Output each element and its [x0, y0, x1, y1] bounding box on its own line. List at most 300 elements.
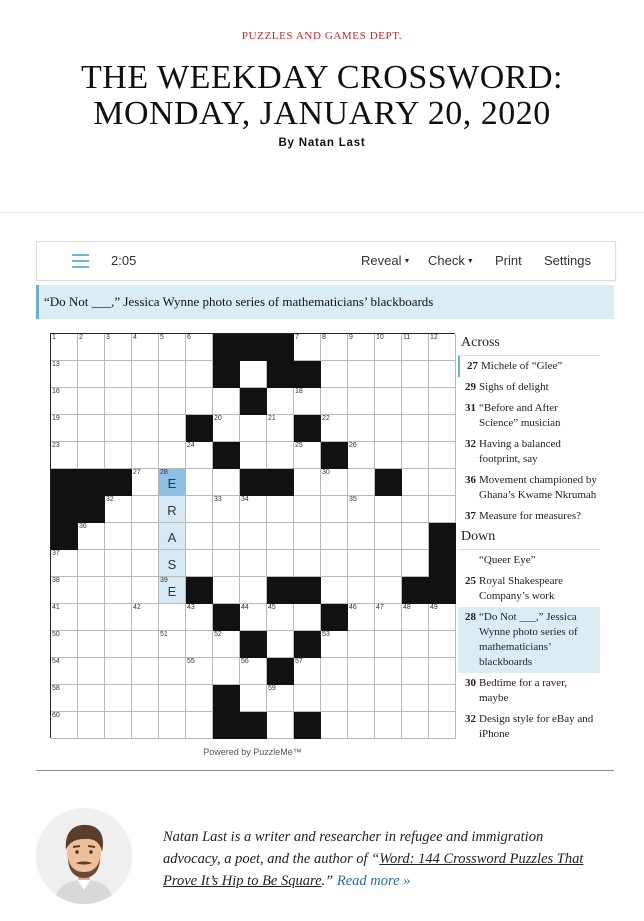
- grid-cell[interactable]: [321, 496, 348, 523]
- grid-cell[interactable]: [375, 496, 402, 523]
- grid-cell[interactable]: [78, 388, 105, 415]
- grid-cell[interactable]: [105, 388, 132, 415]
- grid-cell[interactable]: [240, 442, 267, 469]
- settings-button[interactable]: Settings: [544, 253, 591, 268]
- grid-cell[interactable]: [348, 388, 375, 415]
- clue-number: 30: [465, 677, 476, 689]
- grid-cell[interactable]: [105, 658, 132, 685]
- cell-number: 16: [52, 388, 60, 395]
- clue-number: 27: [467, 360, 478, 372]
- grid-cell[interactable]: [51, 361, 78, 388]
- cell-letter: E: [167, 584, 177, 599]
- cell-number: 55: [187, 658, 195, 665]
- grid-cell[interactable]: [402, 658, 429, 685]
- grid-cell[interactable]: [78, 415, 105, 442]
- grid-cell[interactable]: [132, 388, 159, 415]
- grid-cell[interactable]: [51, 334, 78, 361]
- grid-block: [240, 334, 267, 361]
- print-button[interactable]: Print: [495, 253, 522, 268]
- grid-cell[interactable]: [267, 712, 294, 739]
- cell-number: 50: [52, 631, 60, 638]
- cell-number: 20: [214, 415, 222, 422]
- grid-cell[interactable]: [51, 442, 78, 469]
- menu-icon[interactable]: [72, 254, 89, 268]
- cell-number: 27: [133, 469, 141, 476]
- grid-block: [294, 712, 321, 739]
- cell-number: 2: [79, 334, 83, 341]
- clue-number: 25: [465, 575, 476, 587]
- grid-block: [321, 442, 348, 469]
- grid-cell[interactable]: [429, 388, 456, 415]
- cell-number: 34: [241, 496, 249, 503]
- grid-cell[interactable]: [294, 469, 321, 496]
- grid-cell[interactable]: [159, 631, 186, 658]
- grid-cell[interactable]: [348, 550, 375, 577]
- grid-cell[interactable]: [267, 631, 294, 658]
- grid-cell[interactable]: [375, 577, 402, 604]
- grid-block: [186, 415, 213, 442]
- grid-cell[interactable]: [186, 550, 213, 577]
- grid-block: [51, 523, 78, 550]
- grid-cell[interactable]: [240, 415, 267, 442]
- grid-cell[interactable]: [321, 712, 348, 739]
- check-label: Check: [428, 253, 465, 268]
- grid-cell[interactable]: [375, 334, 402, 361]
- grid-block: [294, 415, 321, 442]
- grid-block: [213, 442, 240, 469]
- grid-cell[interactable]: [375, 361, 402, 388]
- grid-cell[interactable]: [267, 388, 294, 415]
- grid-block: [213, 334, 240, 361]
- across-heading: Across: [458, 333, 600, 356]
- grid-cell[interactable]: [132, 577, 159, 604]
- cell-number: 8: [322, 334, 326, 341]
- grid-cell[interactable]: [294, 496, 321, 523]
- grid-cell[interactable]: [186, 712, 213, 739]
- grid-cell[interactable]: [375, 388, 402, 415]
- grid-cell[interactable]: [375, 658, 402, 685]
- cell-number: 45: [268, 604, 276, 611]
- grid-cell[interactable]: [267, 523, 294, 550]
- grid-cell[interactable]: [429, 361, 456, 388]
- grid-cell[interactable]: [375, 550, 402, 577]
- grid-cell[interactable]: [213, 631, 240, 658]
- grid-cell[interactable]: [105, 631, 132, 658]
- grid-cell[interactable]: [294, 685, 321, 712]
- grid-cell[interactable]: [294, 523, 321, 550]
- grid-cell[interactable]: [159, 469, 186, 496]
- grid-cell[interactable]: [186, 388, 213, 415]
- grid-cell[interactable]: [213, 550, 240, 577]
- grid-cell[interactable]: [348, 415, 375, 442]
- grid-cell[interactable]: [294, 658, 321, 685]
- grid-cell[interactable]: [402, 604, 429, 631]
- grid-cell[interactable]: [240, 496, 267, 523]
- grid-cell[interactable]: [429, 685, 456, 712]
- grid-cell[interactable]: [51, 631, 78, 658]
- grid-cell[interactable]: [105, 496, 132, 523]
- grid-cell[interactable]: [132, 523, 159, 550]
- clue-number: 29: [465, 381, 476, 393]
- grid-cell[interactable]: [132, 631, 159, 658]
- grid-cell[interactable]: [132, 442, 159, 469]
- grid-cell[interactable]: [429, 334, 456, 361]
- grid-cell[interactable]: [132, 685, 159, 712]
- cell-number: 36: [79, 523, 87, 530]
- cell-number: 19: [52, 415, 60, 422]
- grid-cell[interactable]: [51, 604, 78, 631]
- grid-cell[interactable]: [402, 469, 429, 496]
- clue-item[interactable]: [458, 356, 600, 377]
- grid-cell[interactable]: [186, 631, 213, 658]
- clue-item[interactable]: [458, 571, 600, 607]
- cell-number: 39: [160, 577, 168, 584]
- title-line-2: MONDAY, JANUARY 20, 2020: [93, 95, 551, 132]
- grid-cell[interactable]: [321, 631, 348, 658]
- grid-cell[interactable]: [321, 658, 348, 685]
- grid-cell[interactable]: [267, 604, 294, 631]
- grid-cell[interactable]: [51, 685, 78, 712]
- grid-cell[interactable]: [78, 577, 105, 604]
- grid-cell[interactable]: [429, 658, 456, 685]
- grid-cell[interactable]: [78, 604, 105, 631]
- grid-cell[interactable]: [348, 523, 375, 550]
- grid-cell[interactable]: [159, 658, 186, 685]
- grid-cell[interactable]: [159, 604, 186, 631]
- grid-cell[interactable]: [186, 658, 213, 685]
- grid-cell[interactable]: [375, 712, 402, 739]
- cell-number: 33: [214, 496, 222, 503]
- grid-cell[interactable]: [78, 712, 105, 739]
- cell-number: 3: [106, 334, 110, 341]
- clue-item[interactable]: [458, 607, 600, 673]
- clue-text: “Before and After Science” musician: [479, 402, 561, 429]
- cell-number: 26: [349, 442, 357, 449]
- clue-item[interactable]: [458, 673, 600, 709]
- grid-cell[interactable]: [186, 361, 213, 388]
- across-clues: [458, 356, 600, 527]
- grid-cell[interactable]: [240, 604, 267, 631]
- powered-by[interactable]: Powered by PuzzleMe™: [203, 747, 302, 757]
- down-clues: [458, 571, 600, 745]
- grid-cell[interactable]: [213, 496, 240, 523]
- grid-cell[interactable]: [267, 685, 294, 712]
- grid-cell[interactable]: [105, 577, 132, 604]
- grid-cell[interactable]: [186, 523, 213, 550]
- grid-cell[interactable]: [78, 658, 105, 685]
- grid-block: [213, 604, 240, 631]
- grid-cell[interactable]: [294, 550, 321, 577]
- grid-cell[interactable]: [321, 415, 348, 442]
- cell-number: 42: [133, 604, 141, 611]
- book-link[interactable]: Word: 144 Crossword Puzzles That Prove It’s Hip to Be Square: [163, 851, 584, 889]
- cell-number: 52: [214, 631, 222, 638]
- grid-cell[interactable]: [51, 577, 78, 604]
- grid-cell[interactable]: [267, 415, 294, 442]
- grid-cell[interactable]: [402, 361, 429, 388]
- grid-cell[interactable]: [159, 496, 186, 523]
- clue-item[interactable]: [458, 506, 600, 527]
- grid-cell[interactable]: [348, 631, 375, 658]
- cell-number: 13: [52, 361, 60, 368]
- grid-cell[interactable]: [429, 415, 456, 442]
- grid-block: [213, 361, 240, 388]
- grid-cell[interactable]: [402, 523, 429, 550]
- grid-cell[interactable]: [321, 523, 348, 550]
- grid-cell[interactable]: [186, 469, 213, 496]
- grid-block: [429, 577, 456, 604]
- cell-number: 46: [349, 604, 357, 611]
- grid-cell[interactable]: [375, 442, 402, 469]
- grid-cell[interactable]: [78, 550, 105, 577]
- grid-cell[interactable]: [132, 469, 159, 496]
- grid-cell[interactable]: [240, 550, 267, 577]
- grid-cell[interactable]: [321, 334, 348, 361]
- clue-text: Michele of “Glee”: [481, 360, 563, 372]
- cell-letter: A: [167, 530, 177, 545]
- cell-number: 56: [241, 658, 249, 665]
- crossword-grid: [50, 333, 455, 738]
- cell-number: 38: [52, 577, 60, 584]
- grid-cell[interactable]: [159, 442, 186, 469]
- grid-cell[interactable]: [132, 361, 159, 388]
- grid-cell[interactable]: [240, 577, 267, 604]
- grid-cell[interactable]: [159, 361, 186, 388]
- grid-cell[interactable]: [51, 550, 78, 577]
- reveal-label: Reveal: [361, 253, 402, 268]
- grid-cell[interactable]: [294, 604, 321, 631]
- grid-cell[interactable]: [159, 523, 186, 550]
- grid-cell[interactable]: [240, 523, 267, 550]
- grid-cell[interactable]: [213, 658, 240, 685]
- grid-cell[interactable]: [186, 604, 213, 631]
- timer[interactable]: 2:05: [111, 253, 137, 268]
- grid-block: [213, 712, 240, 739]
- grid-cell[interactable]: [375, 631, 402, 658]
- clue-text: Movement championed by Ghana’s Kwame Nkrumah: [479, 474, 597, 501]
- grid-cell[interactable]: [402, 631, 429, 658]
- cell-number: 24: [187, 442, 195, 449]
- cell-number: 23: [52, 442, 60, 449]
- grid-cell[interactable]: [348, 712, 375, 739]
- grid-cell[interactable]: [429, 496, 456, 523]
- grid-cell[interactable]: [240, 361, 267, 388]
- grid-cell[interactable]: [78, 442, 105, 469]
- grid-cell[interactable]: [132, 550, 159, 577]
- grid-cell[interactable]: [51, 712, 78, 739]
- grid-cell[interactable]: [78, 685, 105, 712]
- grid-cell[interactable]: [321, 685, 348, 712]
- grid-cell[interactable]: [429, 442, 456, 469]
- page-title: [0, 60, 644, 132]
- clue-text: Bedtime for a raver, maybe: [479, 677, 568, 704]
- grid-cell[interactable]: [402, 712, 429, 739]
- grid-cell[interactable]: [105, 604, 132, 631]
- grid-cell[interactable]: [105, 712, 132, 739]
- grid-cell[interactable]: [348, 496, 375, 523]
- clue-text: Having a balanced footprint, say: [479, 438, 561, 465]
- grid-block: [105, 469, 132, 496]
- grid-cell[interactable]: [51, 658, 78, 685]
- grid-cell[interactable]: [348, 604, 375, 631]
- grid-cell[interactable]: [240, 658, 267, 685]
- grid-cell[interactable]: [132, 496, 159, 523]
- grid-cell[interactable]: [402, 550, 429, 577]
- section-label[interactable]: PUZZLES AND GAMES DEPT.: [241, 30, 403, 42]
- grid-cell[interactable]: [213, 577, 240, 604]
- grid-cell[interactable]: [159, 415, 186, 442]
- cell-number: 53: [322, 631, 330, 638]
- cell-number: 1: [52, 334, 56, 341]
- cell-number: 25: [295, 442, 303, 449]
- grid-cell[interactable]: [51, 388, 78, 415]
- grid-cell[interactable]: [132, 415, 159, 442]
- grid-cell[interactable]: [186, 442, 213, 469]
- clue-item[interactable]: [458, 434, 600, 470]
- grid-cell[interactable]: [321, 550, 348, 577]
- grid-cell[interactable]: [105, 685, 132, 712]
- grid-cell[interactable]: [105, 523, 132, 550]
- check-button[interactable]: [428, 253, 474, 268]
- grid-cell[interactable]: [132, 334, 159, 361]
- grid-cell[interactable]: [240, 685, 267, 712]
- clue-text: Royal Shakespeare Company’s work: [479, 575, 563, 602]
- byline: By Natan Last: [278, 137, 366, 149]
- cell-number: 54: [52, 658, 60, 665]
- grid-cell[interactable]: [402, 388, 429, 415]
- grid-cell[interactable]: [402, 496, 429, 523]
- grid-cell[interactable]: [321, 577, 348, 604]
- grid-cell[interactable]: [132, 712, 159, 739]
- grid-block: [213, 685, 240, 712]
- grid-cell[interactable]: [78, 334, 105, 361]
- grid-cell[interactable]: [402, 334, 429, 361]
- grid-cell[interactable]: [159, 388, 186, 415]
- clue-number: 31: [465, 402, 476, 414]
- grid-cell[interactable]: [294, 388, 321, 415]
- grid-cell[interactable]: [213, 415, 240, 442]
- grid-cell[interactable]: [159, 685, 186, 712]
- cell-number: 30: [322, 469, 330, 476]
- grid-cell[interactable]: [375, 415, 402, 442]
- grid-cell[interactable]: [267, 442, 294, 469]
- clue-item[interactable]: [458, 709, 600, 745]
- grid-cell[interactable]: [375, 604, 402, 631]
- grid-cell[interactable]: [348, 334, 375, 361]
- grid-cell[interactable]: [159, 712, 186, 739]
- clue-number: 32: [465, 713, 476, 725]
- grid-cell[interactable]: [402, 685, 429, 712]
- grid-block: [402, 577, 429, 604]
- grid-cell[interactable]: [105, 415, 132, 442]
- cell-number: 11: [403, 334, 411, 341]
- grid-cell[interactable]: [78, 631, 105, 658]
- bio-text-end: .”: [321, 873, 337, 889]
- grid-block: [51, 469, 78, 496]
- clue-text: “Do Not ___,” Jessica Wynne photo series of mathematicians’ blackboards: [479, 611, 578, 668]
- grid-cell[interactable]: [321, 361, 348, 388]
- read-more-link[interactable]: Read more »: [336, 873, 411, 889]
- grid-cell[interactable]: [132, 658, 159, 685]
- clue-item[interactable]: [458, 398, 600, 434]
- avatar-illustration: [36, 808, 132, 904]
- grid-cell[interactable]: [105, 334, 132, 361]
- cell-number: 57: [295, 658, 303, 665]
- clue-list: [458, 333, 600, 757]
- grid-cell[interactable]: [51, 415, 78, 442]
- grid-cell[interactable]: [78, 523, 105, 550]
- grid-cell[interactable]: [159, 577, 186, 604]
- clue-number: 37: [465, 510, 476, 522]
- grid-cell[interactable]: [348, 361, 375, 388]
- grid-cell[interactable]: [159, 550, 186, 577]
- grid-block: [294, 361, 321, 388]
- divider: [0, 212, 644, 213]
- clue-partial[interactable]: “Queer Eye”: [479, 554, 536, 566]
- grid-cell[interactable]: [186, 334, 213, 361]
- grid-cell[interactable]: [429, 604, 456, 631]
- grid-cell[interactable]: [78, 361, 105, 388]
- grid-cell[interactable]: [375, 685, 402, 712]
- grid-cell[interactable]: [132, 604, 159, 631]
- grid-cell[interactable]: [402, 415, 429, 442]
- grid-cell[interactable]: [267, 550, 294, 577]
- grid-cell[interactable]: [348, 442, 375, 469]
- grid-cell[interactable]: [348, 469, 375, 496]
- cell-number: 18: [295, 388, 303, 395]
- cell-letter: S: [167, 557, 177, 572]
- grid-block: [294, 631, 321, 658]
- grid-cell[interactable]: [105, 361, 132, 388]
- grid-cell[interactable]: [213, 469, 240, 496]
- grid-cell[interactable]: [375, 523, 402, 550]
- grid-cell[interactable]: [321, 388, 348, 415]
- grid-cell[interactable]: [213, 523, 240, 550]
- grid-cell[interactable]: [186, 496, 213, 523]
- grid-cell[interactable]: [267, 496, 294, 523]
- grid-block: [375, 469, 402, 496]
- grid-cell[interactable]: [429, 469, 456, 496]
- cell-number: 10: [376, 334, 384, 341]
- clue-number: 32: [465, 438, 476, 450]
- grid-cell[interactable]: [159, 334, 186, 361]
- cell-number: 51: [160, 631, 168, 638]
- grid-cell[interactable]: [321, 469, 348, 496]
- grid-block: [294, 577, 321, 604]
- reveal-button[interactable]: [361, 253, 410, 268]
- grid-cell[interactable]: [429, 631, 456, 658]
- grid-cell[interactable]: [348, 658, 375, 685]
- clue-item[interactable]: [458, 470, 600, 506]
- cell-number: 47: [376, 604, 384, 611]
- grid-cell[interactable]: [186, 685, 213, 712]
- puzzle-toolbar: [36, 241, 616, 281]
- grid-cell[interactable]: [402, 442, 429, 469]
- grid-cell[interactable]: [294, 442, 321, 469]
- grid-cell[interactable]: [105, 442, 132, 469]
- grid-cell[interactable]: [105, 550, 132, 577]
- grid-cell[interactable]: [213, 388, 240, 415]
- grid-cell[interactable]: [348, 685, 375, 712]
- cell-number: 9: [349, 334, 353, 341]
- author-bio: [163, 826, 603, 892]
- grid-block: [240, 712, 267, 739]
- grid-cell[interactable]: [348, 577, 375, 604]
- grid-cell[interactable]: [429, 712, 456, 739]
- grid-cell[interactable]: [294, 334, 321, 361]
- clue-item[interactable]: [458, 377, 600, 398]
- cell-number: 59: [268, 685, 276, 692]
